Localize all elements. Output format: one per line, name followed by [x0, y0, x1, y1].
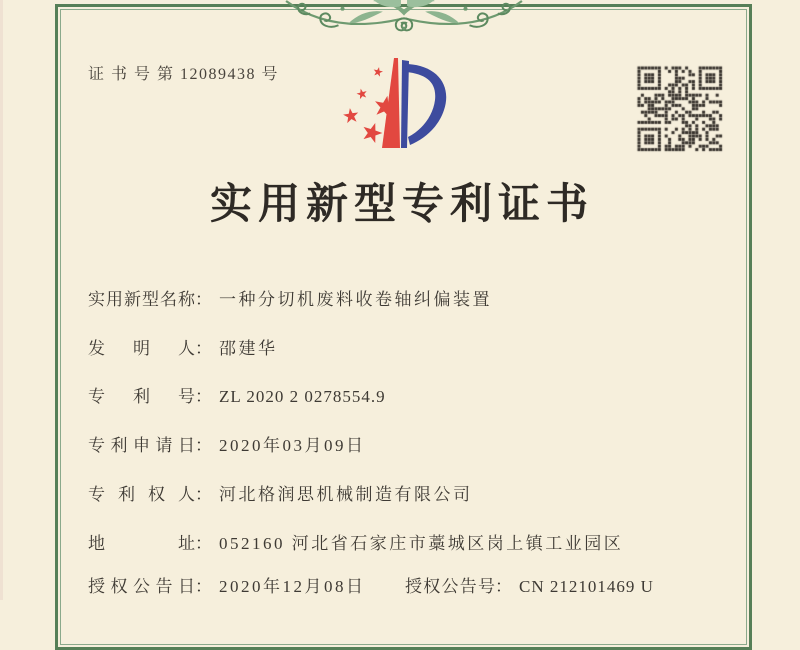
field-label: 专利号: [88, 387, 195, 406]
field-colon: ：: [195, 387, 212, 406]
field-colon: ：: [195, 534, 212, 553]
field-colon: ：: [195, 339, 212, 358]
field-row-filing-date: [88, 431, 366, 456]
field-row-grant-number: [405, 572, 654, 597]
field-label: 授权公告号: [405, 577, 495, 596]
field-row-utility-model-name: [88, 285, 492, 310]
scan-edge: [0, 0, 3, 600]
field-value: CN 212101469 U: [519, 577, 654, 596]
field-colon: ：: [195, 290, 212, 309]
field-row-grant-date: [88, 572, 654, 597]
field-value: 一种分切机废料收卷轴纠偏装置: [219, 290, 492, 309]
field-row-patent-number: [88, 382, 386, 407]
field-label: 授权公告日: [88, 577, 195, 596]
field-label: 发明人: [88, 339, 195, 358]
field-colon: ：: [195, 436, 212, 455]
field-label: 专利权人: [88, 485, 195, 504]
field-value: 邵建华: [219, 339, 278, 358]
field-value: 河北格润思机械制造有限公司: [219, 485, 473, 504]
certificate-number: 证 书 号 第 12089438 号: [88, 66, 280, 83]
field-value: 2020年12月08日: [219, 577, 366, 596]
field-colon: ：: [495, 577, 512, 596]
field-label: 专利申请日: [88, 436, 195, 455]
field-label: 地址: [88, 534, 195, 553]
floral-ornament-icon: [278, 0, 530, 33]
field-value: ZL 2020 2 0278554.9: [219, 387, 386, 406]
field-row-inventor: [88, 334, 278, 359]
field-label: 实用新型名称: [88, 290, 195, 309]
field-colon: ：: [195, 577, 212, 596]
field-value: 2020年03月09日: [219, 436, 366, 455]
patent-office-logo-icon: [338, 50, 462, 162]
qr-code-icon: [634, 63, 726, 155]
field-row-address: [88, 529, 623, 554]
certificate-title: 实用新型专利证书: [209, 182, 594, 228]
field-colon: ：: [195, 485, 212, 504]
field-value: 052160 河北省石家庄市藁城区岗上镇工业园区: [219, 534, 624, 553]
field-row-patentee: [88, 480, 473, 505]
